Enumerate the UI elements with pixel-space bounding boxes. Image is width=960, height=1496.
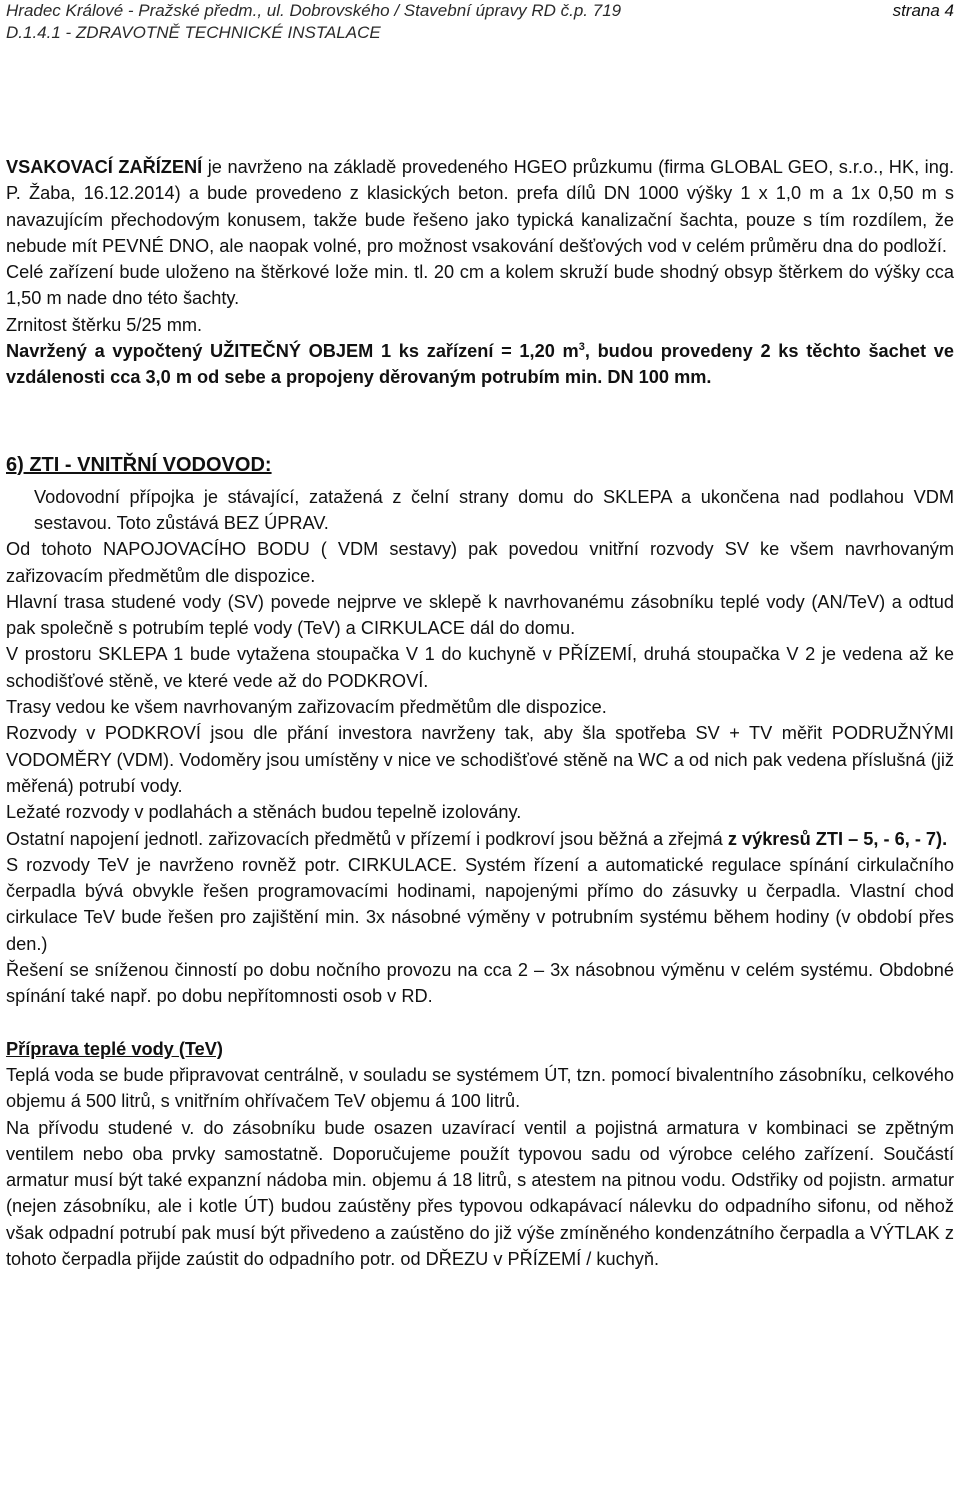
gravel-grain-paragraph: Zrnitost štěrku 5/25 mm. — [6, 314, 203, 335]
volume-text-b: , budou provedeny 2 ks těchto šachet ve vzdálenosti cca 3,0 m od sebe a propojeny děrovaným potrubím min. DN 100 mm. — [6, 341, 954, 388]
volume-paragraph — [6, 338, 954, 391]
gravel-bed-paragraph: Celé zařízení bude uloženo na štěrkové lože min. tl. 20 cm a kolem skruží bude shodný obsyp štěrkem do výšky cca 1,50 m nade dno této šachty. — [6, 262, 954, 309]
document-body — [6, 154, 954, 1272]
tev-title: Příprava teplé vody (TeV) — [6, 1038, 223, 1059]
section-6-title: 6) ZTI - VNITŘNÍ VODOVOD: — [6, 453, 272, 476]
tev-p2: Na přívodu studené v. do zásobníku bude osazen uzavírací ventil a pojistná armatura v kombinaci se zpětným ventilem nebo oba prvky samostatně. Doporučujeme použít typovou sadu od výrobce celého zařízení. Součástí armatur musí být také expanzní nádoba min. objemu á 18 litrů, s atestem na pitnou vodu. Odstřiky od pojistn. armatur (nejen zásobníku, ale i kotle ÚT) budou zaústěny přes typovou odkapávací nálevku do odpadního sifonu, od něhož však odpadní potrubí pak musí být přivedeno a zaústěno do již výše zmíněného kondenzátního čerpadla a VÝTLAK z tohoto čerpadla přijde zaústit do odpadního potr. od DŘEZU v PŘÍZEMÍ / kuchyň. — [6, 1117, 954, 1269]
section-6-p5: Trasy vedou ke všem navrhovaným zařizovacím předmětům dle dispozice. — [6, 697, 607, 718]
section-6-p3: Hlavní trasa studené vody (SV) povede nejprve ve sklepě k navrhovanému zásobníku teplé vody (AN/TeV) a odtud pak společně s potrubím teplé vody (TeV) a CIRKULACE dál do domu. — [6, 591, 954, 639]
intro-lead: VSAKOVACÍ ZAŘÍZENÍ — [6, 157, 203, 177]
section-6-p8-text: Ostatní napojení jednotl. zařizovacích předmětů v přízemí i podkroví jsou běžná a zřejmá — [6, 828, 728, 849]
intro-text: je navrženo na základě provedeného HGEO průzkumu (firma GLOBAL GEO, s.r.o., HK, ing. P. Žaba, 16.12.2014) a bude provedeno z klasických beton. prefa dílů DN 1000 výšky 1 x 1,0 m a 1x 0,50 m s navazujícím přechodovým konusem, takže bude řešeno jako typická kanalizační šachta, pouze s tím rozdílem, že nebude mít PEVNÉ DNO, ale naopak volné, pro možnost vsakování dešťových vod v celém průměru dna do podloží. — [6, 157, 955, 256]
page-header — [6, 0, 954, 44]
tev-p1: Teplá voda se bude připravovat centrálně, v souladu se systémem ÚT, tzn. pomocí bivalentního zásobníku, celkového objemu á 500 litrů, s vnitřním ohřívačem TeV objemu á 100 litrů. — [6, 1064, 954, 1112]
section-6-p8-ref: z výkresů ZTI – 5, - 6, - 7). — [727, 828, 948, 849]
section-6-p6: Rozvody v PODKROVÍ jsou dle přání investora navrženy tak, aby šla spotřeba SV + TV měřit PODRUŽNÝMI VODOMĚRY (VDM). Vodoměry jsou umístěny v nice ve schodišťové stěně na WC a od nich pak vedena příslušná (již měřená) potrubí vody. — [6, 723, 954, 796]
section-6-p10: Řešení se sníženou činností po dobu nočního provozu na cca 2 – 3x násobnou výměnu v celém systému. Obdobné spínání také např. po dobu nepřítomnosti osob v RD. — [6, 960, 954, 1007]
page-number: strana 4 — [892, 1, 954, 20]
section-6-p2: Od tohoto NAPOJOVACÍHO BODU ( VDM sestavy) pak povedou vnitřní rozvody SV ke všem navrhovaným zařizovacím předmětům dle dispozice. — [6, 539, 954, 586]
header-project-line: Hradec Králové - Pražské předm., ul. Dobrovského / Stavební úpravy RD č.p. 719 — [6, 1, 622, 20]
section-6-p8 — [6, 826, 954, 852]
volume-text-a: Navržený a vypočtený UŽITEČNÝ OBJEM 1 ks zařízení = 1,20 m — [6, 341, 579, 362]
section-6-p4: V prostoru SKLEPA 1 bude vytažena stoupačka V 1 do kuchyně v PŘÍZEMÍ, druhá stoupačka V 2 je vedena až ke schodišťové stěně, ve které vede až do PODKROVÍ. — [6, 644, 954, 691]
section-6-p7: Ležaté rozvody v podlahách a stěnách budou tepelně izolovány. — [6, 802, 522, 823]
volume-sup: 3 — [578, 341, 585, 354]
header-section-line: D.1.4.1 - ZDRAVOTNĚ TECHNICKÉ INSTALACE — [6, 23, 381, 42]
intro-paragraph — [6, 154, 954, 259]
section-6-p1: Vodovodní přípojka je stávající, zatažená z čelní strany domu do SKLEPA a ukončena nad podlahou VDM sestavou. Toto zůstává BEZ ÚPRAV. — [34, 486, 954, 533]
section-6-p9: S rozvody TeV je navrženo rovněž potr. CIRKULACE. Systém řízení a automatické regulace spínání cirkulačního čerpadla bývá obvykle řešen programovacími hodinami, napojenými přímo do zásuvky u čerpadla. Vlastní chod cirkulace TeV bude řešen pro zajištění min. 3x násobné výměny v potrubním systému během hodiny (v období přes den.) — [6, 854, 954, 954]
